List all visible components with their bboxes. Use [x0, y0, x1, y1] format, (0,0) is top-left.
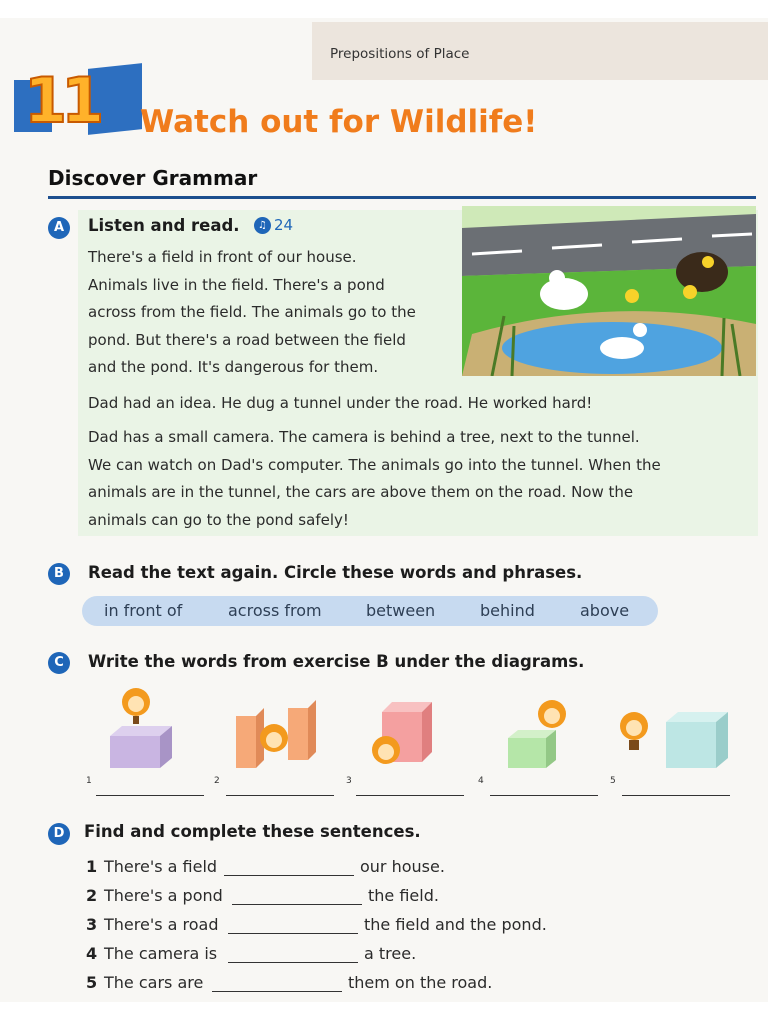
answer-blank[interactable]	[96, 795, 204, 796]
section-divider	[48, 196, 756, 199]
sentence-end: the field.	[368, 886, 439, 905]
exercise-b-badge: B	[48, 563, 70, 585]
passage-line: Dad has a small camera. The camera is behind a tree, next to the tunnel.	[88, 428, 640, 446]
pond-scene-illustration	[462, 206, 756, 376]
unit-number: 11	[24, 64, 99, 137]
sentence-number: 3	[86, 915, 98, 934]
sentence-end: a tree.	[364, 944, 417, 963]
sentence-end: our house.	[360, 857, 445, 876]
sentence-number: 2	[86, 886, 98, 905]
unit-title: Watch out for Wildlife!	[140, 104, 538, 140]
word-bank-item[interactable]: in front of	[104, 601, 183, 620]
passage-line: We can watch on Dad's computer. The animals go into the tunnel. When the	[88, 455, 661, 474]
passage-line: Animals live in the field. There's a pond	[88, 275, 385, 294]
word-bank-item[interactable]: above	[580, 601, 630, 620]
sentence-start: There's a pond	[104, 886, 223, 905]
sentence-blank[interactable]	[224, 875, 354, 876]
reading-passage-paragraph: Dad had an idea. He dug a tunnel under the road. He worked hard!	[88, 394, 593, 412]
sentence-start: The camera is	[104, 944, 218, 963]
diagram-5-across-from	[610, 676, 740, 776]
answer-blank[interactable]	[226, 795, 334, 796]
answer-blank[interactable]	[356, 795, 464, 796]
diagram-number: 1	[86, 776, 92, 786]
sentence-number: 4	[86, 944, 98, 963]
passage-line: animals are in the tunnel, the cars are above them on the road. Now the	[88, 483, 634, 501]
diagram-4-behind	[494, 676, 624, 776]
exercise-c-badge: C	[48, 652, 70, 674]
exercise-a-instruction: Listen and read.	[88, 216, 240, 235]
passage-line: There's a field in front of our house.	[88, 248, 357, 266]
reading-passage-intro	[88, 244, 458, 382]
passage-line: and the pond. It's dangerous for them.	[88, 358, 379, 376]
exercise-d-badge: D	[48, 823, 70, 845]
diagram-2-between	[226, 676, 356, 776]
reading-passage-paragraph	[88, 424, 748, 534]
audio-track[interactable]	[254, 216, 293, 234]
sentence-blank[interactable]	[232, 904, 362, 905]
passage-line: across from the field. The animals go to the	[88, 303, 416, 321]
topic-label: Prepositions of Place	[330, 46, 470, 62]
topic-header	[312, 22, 768, 80]
passage-line: pond. But there's a road between the field	[88, 330, 406, 349]
sentence-number: 5	[86, 973, 98, 992]
audio-track-number: 24	[274, 216, 294, 234]
sentence-number: 1	[86, 857, 98, 876]
sentence-end: the field and the pond.	[364, 915, 547, 934]
diagram-number: 2	[214, 776, 220, 786]
sentence-blank[interactable]	[212, 991, 342, 992]
sentence-start: There's a road	[104, 915, 219, 934]
word-bank-item[interactable]: between	[366, 601, 436, 620]
diagram-1-above	[100, 676, 230, 776]
diagram-3-in-front-of	[360, 676, 490, 776]
exercise-b-instruction: Read the text again. Circle these words and phrases.	[88, 563, 583, 582]
answer-blank[interactable]	[622, 795, 730, 796]
exercise-a-badge: A	[48, 217, 70, 239]
diagram-number: 4	[478, 776, 484, 786]
exercise-d-instruction: Find and complete these sentences.	[84, 822, 421, 841]
exercise-c-instruction: Write the words from exercise B under the diagrams.	[88, 652, 585, 671]
audio-cd-icon[interactable]: ♫	[254, 217, 271, 234]
passage-line: animals can go to the pond safely!	[88, 510, 349, 529]
section-title: Discover Grammar	[48, 166, 258, 190]
sentence-blank[interactable]	[228, 962, 358, 963]
sentence-end: them on the road.	[348, 973, 493, 992]
sentence-blank[interactable]	[228, 933, 358, 934]
diagram-number: 5	[610, 776, 616, 786]
word-bank-item[interactable]: across from	[228, 601, 322, 620]
word-bank-item[interactable]: behind	[480, 601, 535, 620]
sentence-start: The cars are	[104, 973, 204, 992]
answer-blank[interactable]	[490, 795, 598, 796]
sentence-start: There's a field	[104, 857, 218, 876]
diagram-number: 3	[346, 776, 352, 786]
